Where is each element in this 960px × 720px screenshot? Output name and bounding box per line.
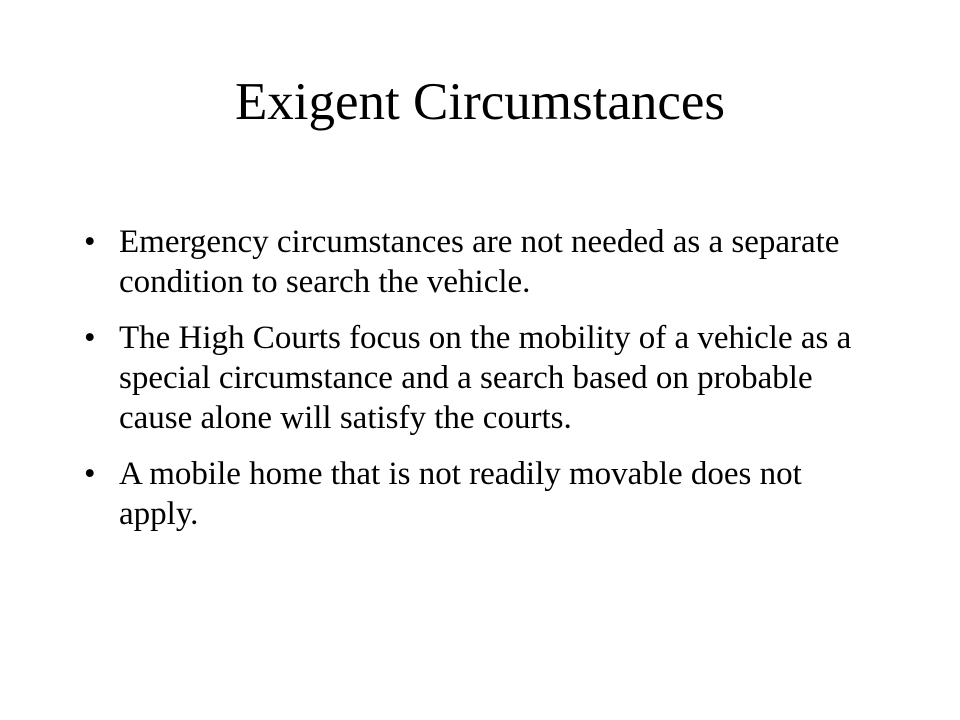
bullet-item-3 (84, 454, 874, 534)
slide-title: Exigent Circumstances (234, 73, 726, 131)
bullet-marker: • (84, 456, 96, 492)
bullet-text: Emergency circumstances are not needed as a separate condition to search the vehicle. (119, 224, 840, 300)
bullet-list (84, 222, 874, 550)
bullet-item-2 (84, 318, 874, 438)
bullet-text: A mobile home that is not readily movable does not apply. (119, 456, 802, 532)
bullet-item-1 (84, 222, 874, 302)
bullet-marker: • (84, 320, 96, 356)
bullet-text: The High Courts focus on the mobility of a vehicle as a special circumstance and a search based on probable cause alone will satisfy the courts. (119, 320, 852, 436)
bullet-marker: • (84, 224, 96, 260)
